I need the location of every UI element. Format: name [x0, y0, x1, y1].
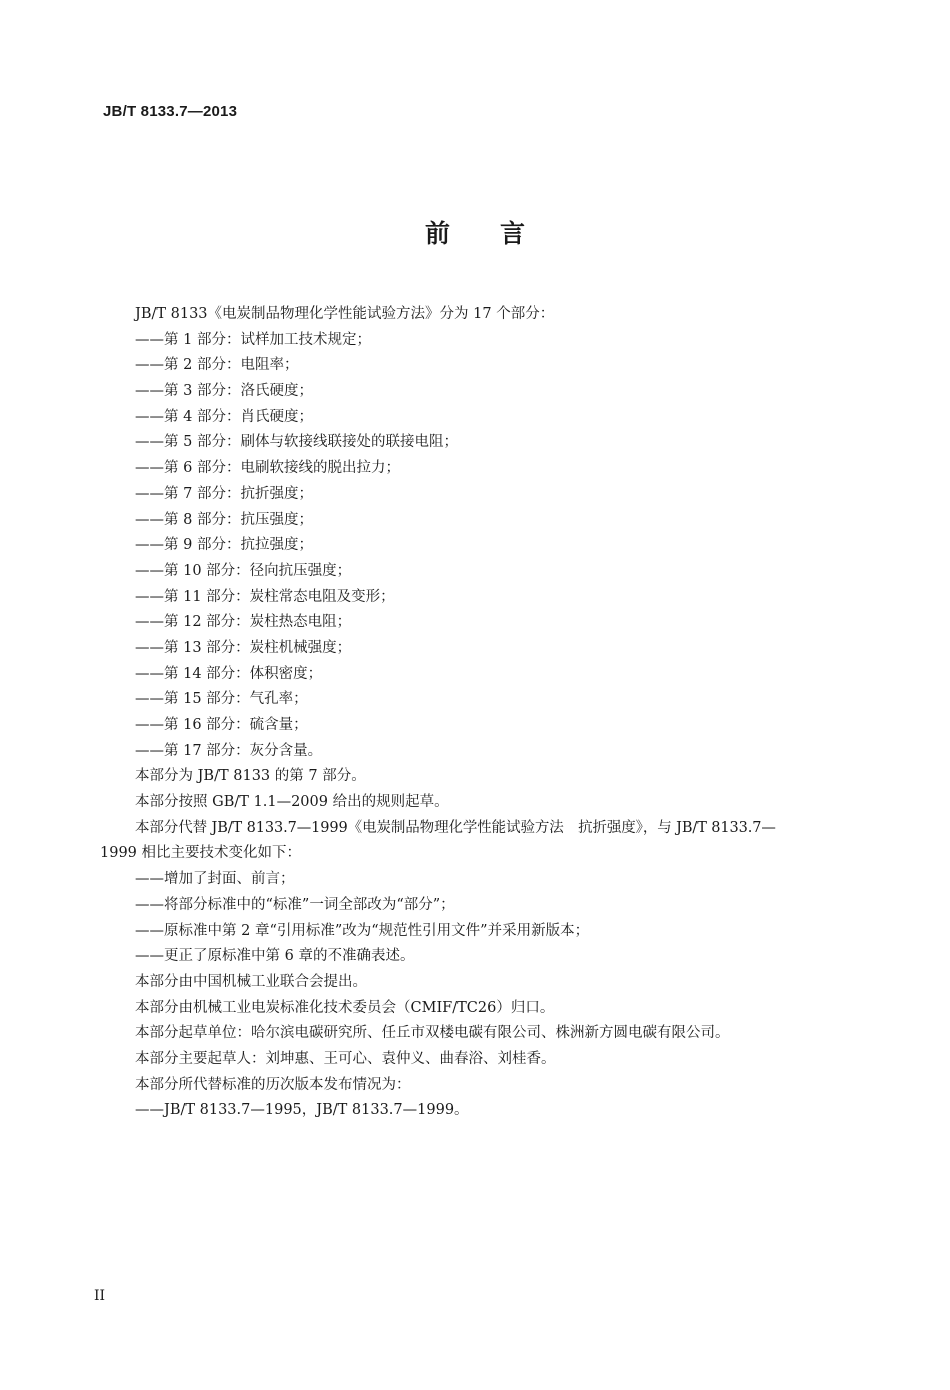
part-list-item: ——第 7 部分：抗折强度；: [135, 485, 313, 502]
part-list-item: ——第 8 部分：抗压强度；: [135, 511, 313, 528]
title-char-1: 前: [424, 219, 450, 248]
replaces-paragraph-line-2: 1999 相比主要技术变化如下：: [100, 845, 302, 862]
part-list-item: ——第 11 部分：炭柱常态电阻及变形；: [135, 588, 395, 605]
change-list-item: ——更正了原标准中第 6 章的不准确表述。: [135, 948, 415, 965]
drafters-paragraph: 本部分主要起草人：刘坤惠、王可心、袁仲义、曲春浴、刘桂香。: [135, 1050, 556, 1067]
part-list-item: ——第 12 部分：炭柱热态电阻；: [135, 614, 352, 631]
part-list-item: ——第 6 部分：电刷软接线的脱出拉力；: [135, 460, 400, 477]
part-list-item: ——第 9 部分：抗拉强度；: [135, 537, 313, 554]
drafting-units-paragraph: 本部分起草单位：哈尔滨电碳研究所、任丘市双楼电碳有限公司、株洲新方圆电碳有限公司。: [135, 1025, 730, 1042]
replaces-paragraph-line-1: 本部分代替 JB/T 8133.7—1999《电炭制品物理化学性能试验方法 抗折强度》，与 JB/T 8133.7—: [135, 819, 776, 836]
history-intro-paragraph: 本部分所代替标准的历次版本发布情况为：: [135, 1076, 411, 1093]
change-list-item: ——将部分标准中的“标准”一词全部改为“部分”；: [135, 896, 455, 913]
part-list-item: ——第 5 部分：刷体与软接线联接处的联接电阻；: [135, 434, 458, 451]
part-list-item: ——第 4 部分：肖氏硬度；: [135, 408, 313, 425]
page-number: II: [94, 1288, 106, 1304]
foreword-body: [100, 302, 890, 1124]
part-list-item: ——第 13 部分：炭柱机械强度；: [135, 639, 352, 656]
part-list-item: ——第 15 部分：气孔率；: [135, 691, 308, 708]
part-list-item: ——第 17 部分：灰分含量。: [135, 742, 323, 759]
document-code: JB/T 8133.7—2013: [103, 103, 238, 120]
centralized-by-paragraph: 本部分由机械工业电炭标准化技术委员会（CMIF/TC26）归口。: [135, 999, 555, 1016]
history-list-item: ——JB/T 8133.7—1995，JB/T 8133.7—1999。: [135, 1102, 469, 1119]
part-list-item: ——第 14 部分：体积密度；: [135, 665, 323, 682]
intro-paragraph: JB/T 8133《电炭制品物理化学性能试验方法》分为 17 个部分：: [135, 306, 555, 322]
proposed-by-paragraph: 本部分由中国机械工业联合会提出。: [135, 973, 367, 990]
part-list-item: ——第 10 部分：径向抗压强度；: [135, 562, 352, 579]
part-list-item: ——第 16 部分：硫含量；: [135, 717, 308, 733]
drafting-rule-paragraph: 本部分按照 GB/T 1.1—2009 给出的规则起草。: [135, 794, 449, 811]
part-list-item: ——第 1 部分：试样加工技术规定；: [135, 331, 371, 348]
part-list-item: ——第 2 部分：电阻率；: [135, 357, 299, 374]
change-list-item: ——增加了封面、前言；: [135, 871, 295, 888]
title-char-2: 言: [500, 219, 526, 248]
part-list-item: ——第 3 部分：洛氏硬度；: [135, 383, 313, 400]
change-list-item: ——原标准中第 2 章“引用标准”改为“规范性引用文件”并采用新版本；: [135, 922, 590, 939]
page-title: [0, 214, 950, 250]
this-part-paragraph: 本部分为 JB/T 8133 的第 7 部分。: [135, 768, 366, 785]
